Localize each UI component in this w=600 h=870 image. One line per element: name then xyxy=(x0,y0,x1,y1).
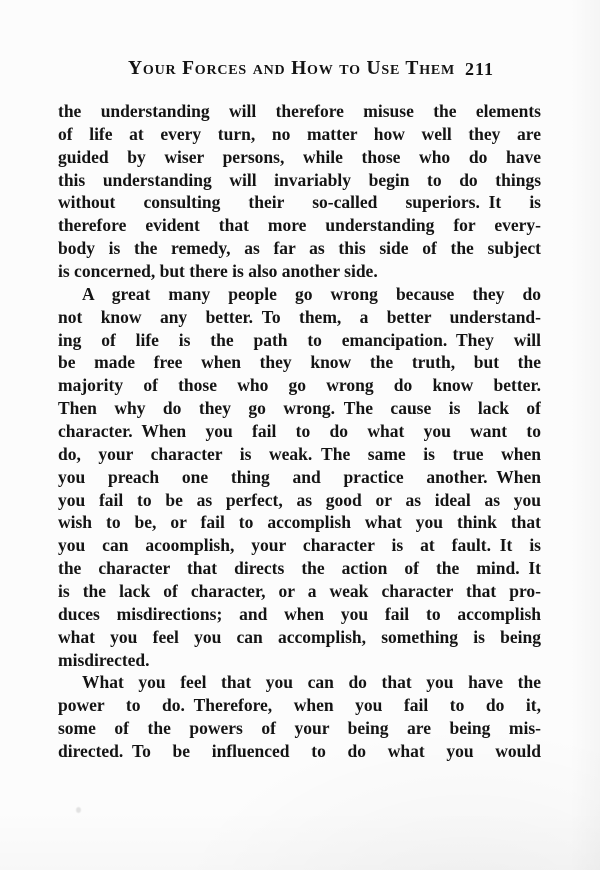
text-line: not know any better. To them, a better understand- xyxy=(58,306,541,327)
text-line: of life at every turn, no matter how well they are xyxy=(58,123,541,144)
text-line: the understanding will therefore misuse the elements xyxy=(58,101,541,121)
text-line: be made free when they know the truth, but the xyxy=(58,352,541,373)
text-line: what you feel you can accomplish, something is being xyxy=(58,626,541,647)
text-line: misdirected. xyxy=(58,649,150,670)
text-line: guided by wiser persons, while those who do have xyxy=(58,146,541,167)
text-line: is the lack of character, or a weak character that pro- xyxy=(58,581,541,602)
text-line: character. When you fail to do what you want to xyxy=(58,421,541,442)
text-line: power to do. Therefore, when you fail to do it, xyxy=(58,695,541,716)
text-line: duces misdirections; and when you fail to accomplish xyxy=(58,603,541,624)
text-line: therefore evident that more understanding for every- xyxy=(58,215,541,236)
text-line: you preach one thing and practice another. When xyxy=(58,466,541,487)
text-line: majority of those who go wrong do know better. xyxy=(58,375,541,396)
text-line: some of the powers of your being are being mis- xyxy=(58,718,541,739)
running-header-title: Your Forces and How to Use Them xyxy=(128,58,456,79)
text-line: A great many people go wrong because they do xyxy=(82,283,541,304)
text-line: is concerned, but there is also another side. xyxy=(58,261,378,282)
text-line: What you feel that you can do that you have the xyxy=(82,672,541,693)
text-line: this understanding will invariably begin to do things xyxy=(58,169,541,190)
text-line: ing of life is the path to emancipation. They will xyxy=(58,329,541,350)
page-number: 211 xyxy=(465,59,495,79)
text-line: the character that directs the action of the mind. It xyxy=(58,558,541,579)
scan-speck xyxy=(76,807,81,813)
text-line: without consulting their so-called superiors. It is xyxy=(58,192,541,213)
text-line: you can acoomplish, your character is at fault. It is xyxy=(58,535,541,556)
text-line: do, your character is weak. The same is true when xyxy=(58,443,541,464)
text-line: body is the remedy, as far as this side of the subject xyxy=(58,238,541,259)
text-line: wish to be, or fail to accomplish what you think that xyxy=(58,512,541,533)
running-head xyxy=(58,58,541,80)
body-text xyxy=(58,100,541,763)
text-line: directed. To be influenced to do what you would xyxy=(58,741,541,762)
text-line: you fail to be as perfect, as good or as ideal as you xyxy=(58,489,541,510)
text-line: Then why do they go wrong. The cause is lack of xyxy=(58,398,541,419)
